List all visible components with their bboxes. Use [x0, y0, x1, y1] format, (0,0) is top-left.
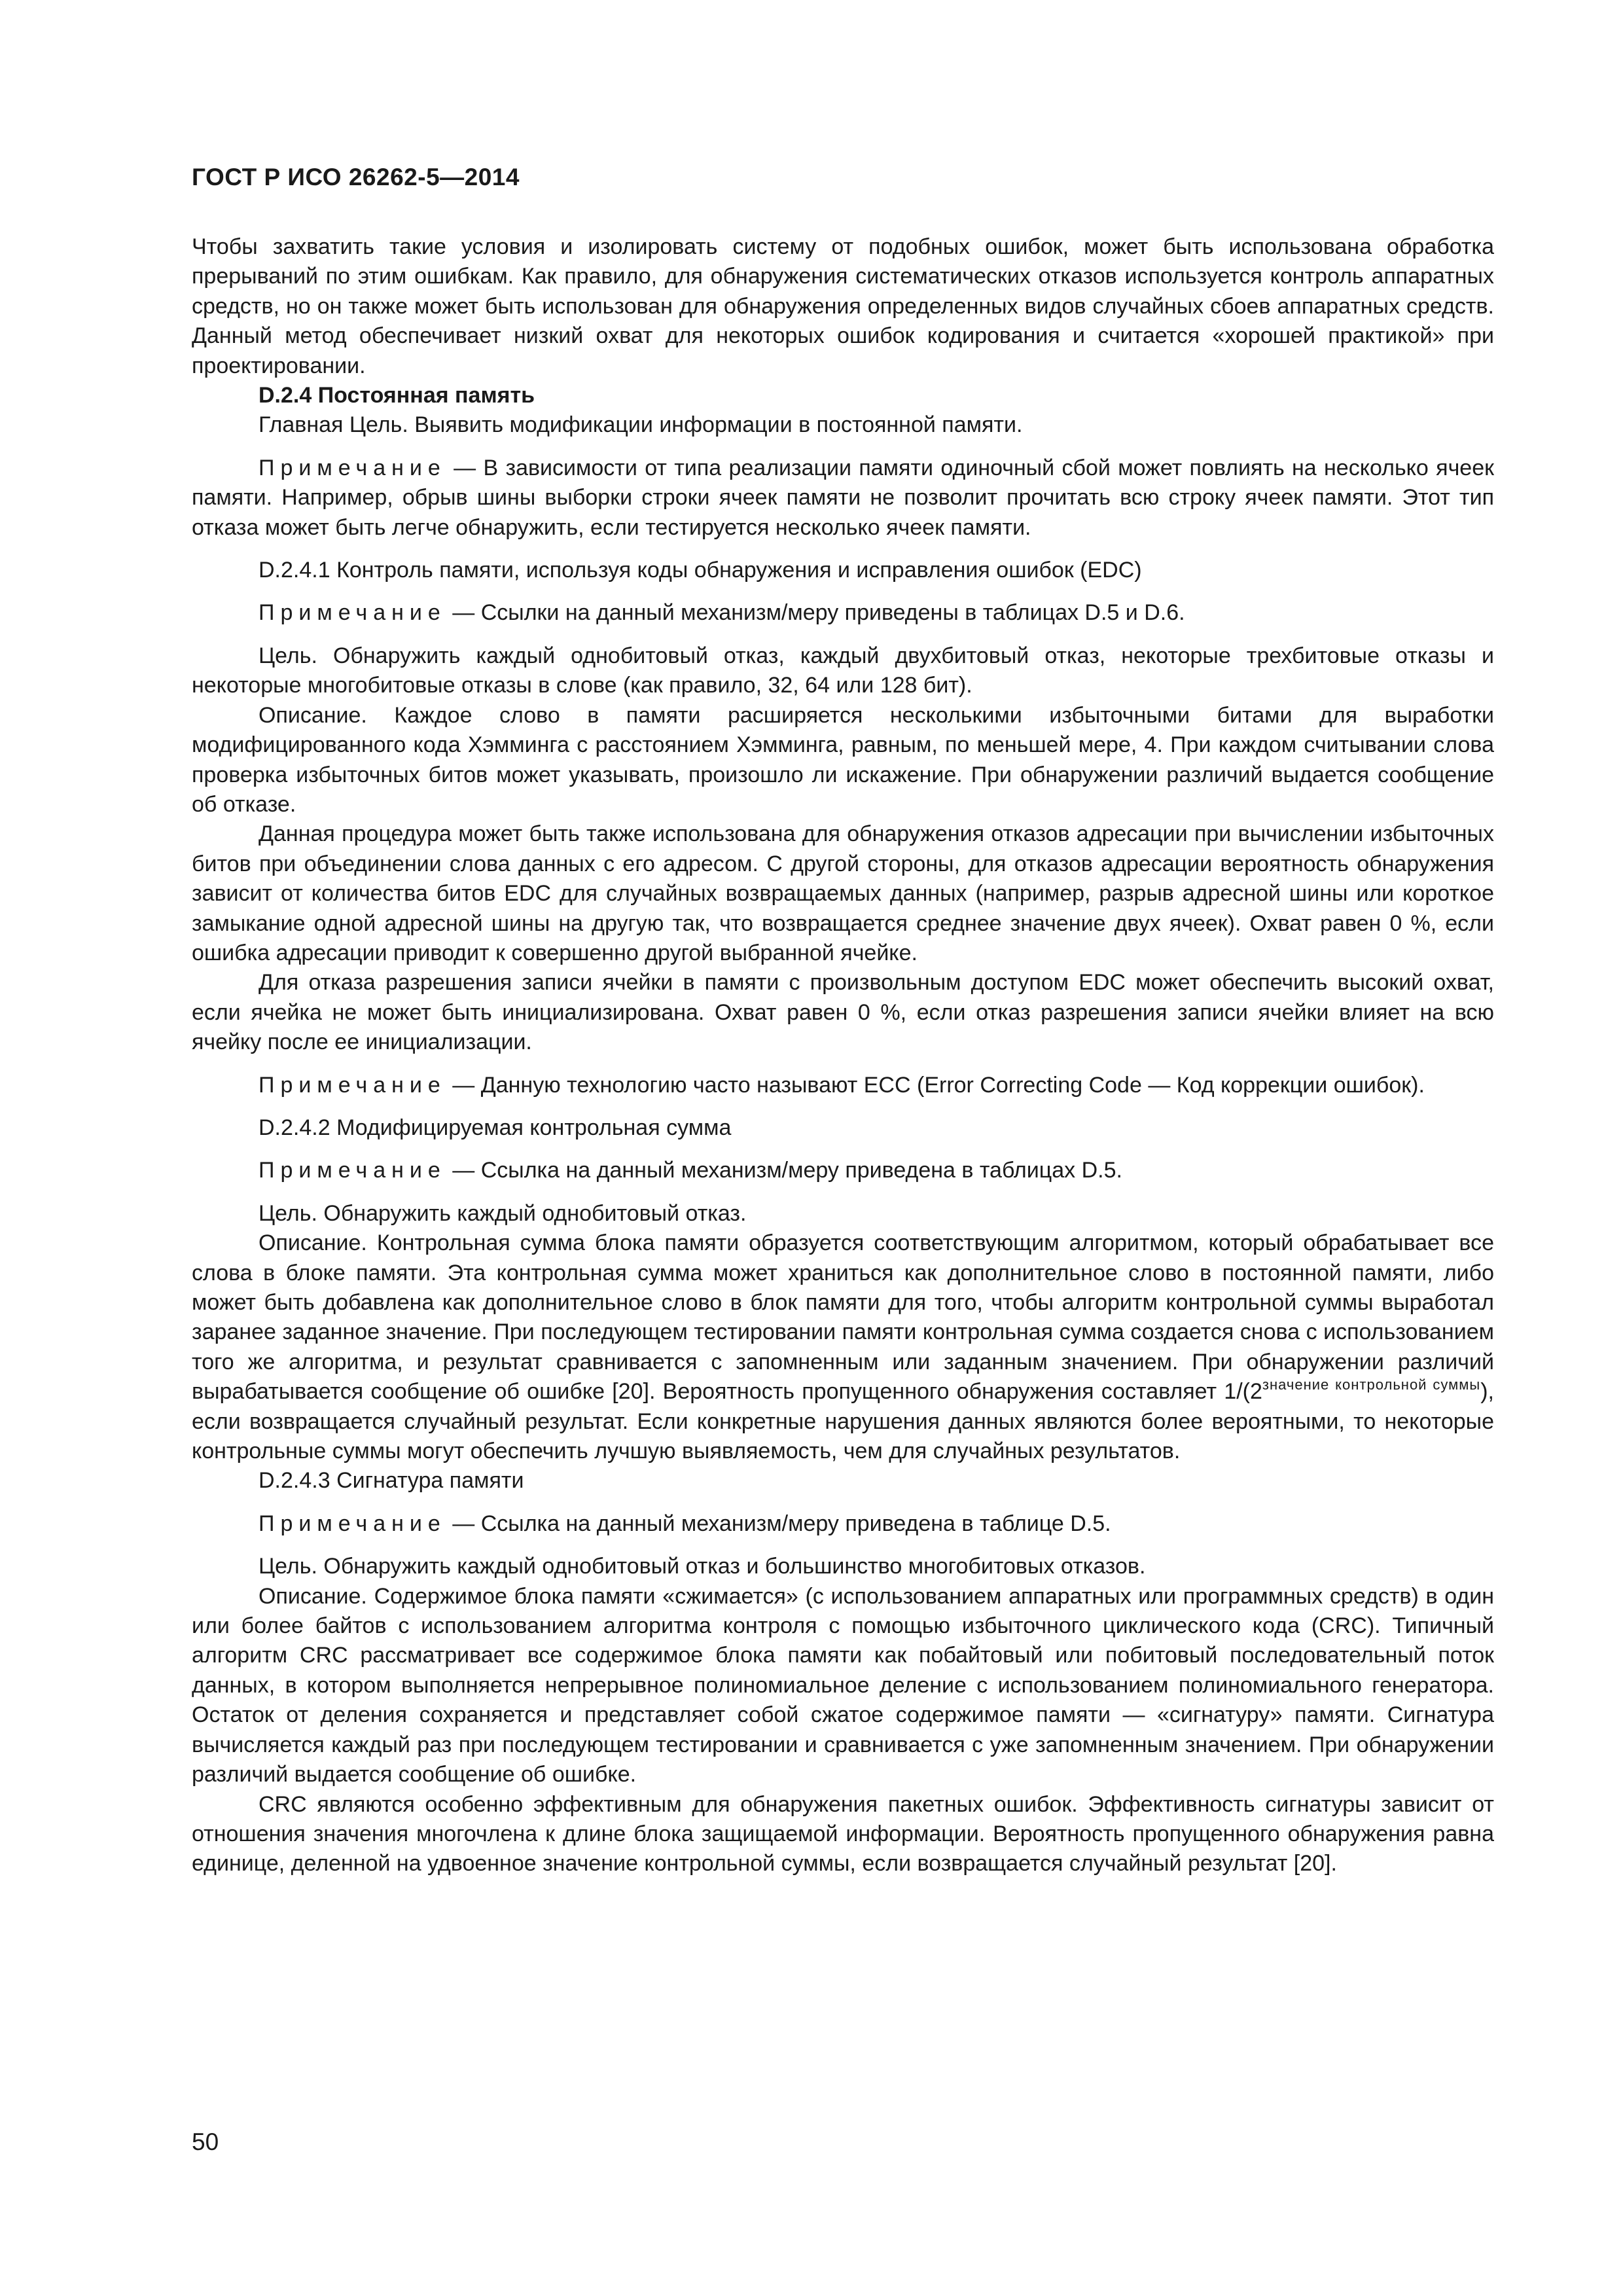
note-label: Примечание [259, 455, 446, 480]
section-heading-d242: D.2.4.2 Модифицируемая контрольная сумма [259, 1115, 732, 1140]
note-d24: Примечание — В зависимости от типа реализации памяти одиночный сбой может повлиять на несколько ячеек памяти. Например, обрыв шины выборки строки ячеек памяти не позволит прочитать всю строку ячеек памяти. Этот тип отказа может быть легче обнаружить, если тестируется несколько ячеек памяти. [192, 455, 1494, 540]
note-label: Примечание [259, 1511, 446, 1536]
d241-aim: Цель. Обнаружить каждый однобитовый отказ, каждый двухбитовый отказ, некоторые трехбитовые отказы и некоторые многобитовые отказы в слове (как правило, 32, 64 или 128 бит). [192, 643, 1494, 698]
d24-aim: Главная Цель. Выявить модификации информации в постоянной памяти. [259, 412, 1023, 438]
note-text: В зависимости от типа реализации памяти одиночный сбой может повлиять на несколько ячеек памяти. Например, обрыв шины выборки строки ячеек памяти не позволит прочитать всю строку ячеек памяти. Этот тип отказа может быть легче обнаружить, если тестируется несколько ячеек памяти. [192, 455, 1494, 540]
section-heading-d241: D.2.4.1 Контроль памяти, используя коды обнаружения и исправления ошибок (EDC) [259, 558, 1142, 583]
section-heading-d24: D.2.4 Постоянная память [259, 383, 535, 408]
note-d241-ecc: Примечание — Данную технологию часто называют ECC (Error Correcting Code — Код коррекции ошибок). [259, 1072, 1425, 1098]
d242-aim: Цель. Обнаружить каждый однобитовый отказ. [259, 1200, 747, 1226]
d243-paragraph-2: CRC являются особенно эффективным для обнаружения пакетных ошибок. Эффективность сигнатуры зависит от отношения значения многочлена к длине блока защищаемой информации. Вероятность пропущенного обнаружения равна единице, деленной на удвоенное значение контрольной суммы, если возвращается случайный результат [20]. [192, 1791, 1494, 1876]
paragraph-intro: Чтобы захватить такие условия и изолировать систему от подобных ошибок, может быть использована обработка прерываний по этим ошибкам. Как правило, для обнаружения систематических отказов используется контроль аппаратных средств, но он также может быть использован для обнаружения определенных видов случайных сбоев аппаратных средств. Данный метод обеспечивает низкий охват для некоторых ошибок кодирования и считается «хорошей практикой» при проектировании. [192, 234, 1494, 378]
superscript-checksum: значение контрольной суммы [1262, 1376, 1481, 1393]
document-body [192, 232, 1494, 1879]
note-label: Примечание [259, 1072, 446, 1098]
d242-description: Описание. Контрольная сумма блока памяти образуется соответствующим алгоритмом, который обрабатывает все слова в блоке памяти. Эта контрольная сумма может храниться как дополнительное слово в постоянной памяти, либо может быть добавлена как дополнительное слово в блок памяти для того, чтобы алгоритм контрольной суммы выработал заранее заданное значение. При последующем тестировании памяти контрольная сумма создается снова с использованием того же алгоритма, и результат сравнивается с запомненным или заданным значением. При обнаружении различий вырабатывается сообщение об ошибке [20]. Вероятность пропущенного обнаружения составляет $1/(2^{значение контрольной суммы})$, если возвращается случайный результат. Если конкретные нарушения данных являются более вероятными, то некоторые контрольные суммы могут обеспечить лучшую выявляемость, чем для случайных результатов. [192, 1230, 1494, 1464]
note-text: Ссылка на данный механизм/меру приведена в таблицах D.5. [480, 1158, 1122, 1183]
note-d243: Примечание — Ссылка на данный механизм/меру приведена в таблице D.5. [259, 1511, 1111, 1536]
d243-aim: Цель. Обнаружить каждый однобитовый отказ и большинство многобитовых отказов. [259, 1554, 1146, 1579]
page-number: 50 [192, 2128, 219, 2155]
note-text: Данную технологию часто называют ECC (Error Correcting Code — Код коррекции ошибок). [480, 1072, 1425, 1098]
d241-description: Описание. Каждое слово в памяти расширяется несколькими избыточными битами для выработки модифицированного кода Хэмминга с расстоянием Хэмминга, равным, по меньшей мере, 4. При каждом считывании слова проверка избыточных битов может указывать, произошло ли искажение. При обнаружении различий выдается сообщение об отказе. [192, 702, 1494, 817]
section-heading-d243: D.2.4.3 Сигнатура памяти [259, 1468, 524, 1494]
d241-paragraph-2: Данная процедура может быть также использована для обнаружения отказов адресации при вычислении избыточных битов при объединении слова данных с его адресом. С другой стороны, для отказов адресации вероятность обнаружения зависит от количества битов EDC для случайных возвращаемых данных (например, разрыв адресной шины или короткое замыкание одной адресной шины на другую так, что возвращается среднее значение двух ячеек). Охват равен 0 %, если ошибка адресации приводит к совершенно другой выбранной ячейке. [192, 821, 1494, 965]
note-text: Ссылки на данный механизм/меру приведены в таблицах D.5 и D.6. [480, 600, 1185, 626]
d241-paragraph-3: Для отказа разрешения записи ячейки в памяти с произвольным доступом EDC может обеспечить высокий охват, если ячейка не может быть инициализирована. Охват равен 0 %, если отказ разрешения записи ячейки влияет на всю ячейку после ее инициализации. [192, 970, 1494, 1055]
note-label: Примечание [259, 600, 446, 626]
d243-description: Описание. Содержимое блока памяти «сжимается» (с использованием аппаратных или программных средств) в один или более байтов с использованием алгоритма контроля с помощью избыточного циклического кода (CRC). Типичный алгоритм CRC рассматривает все содержимое блока памяти как побайтовый или побитовый последовательный поток данных, в котором выполняется непрерывное полиномиальное деление с использованием полиномиального генератора. Остаток от деления сохраняется и представляет собой сжатое содержимое памяти — «сигнатуру» памяти. Сигнатура вычисляется каждый раз при последующем тестировании и сравнивается с уже запомненным значением. При обнаружении различий выдается сообщение об ошибке. [192, 1583, 1494, 1787]
note-text: Ссылка на данный механизм/меру приведена в таблице D.5. [480, 1511, 1111, 1536]
note-label: Примечание [259, 1158, 446, 1183]
document-header: ГОСТ Р ИСО 26262-5—2014 [192, 164, 520, 190]
note-d241: Примечание — Ссылки на данный механизм/меру приведены в таблицах D.5 и D.6. [259, 600, 1185, 626]
note-d242: Примечание — Ссылка на данный механизм/меру приведена в таблицах D.5. [259, 1158, 1122, 1183]
